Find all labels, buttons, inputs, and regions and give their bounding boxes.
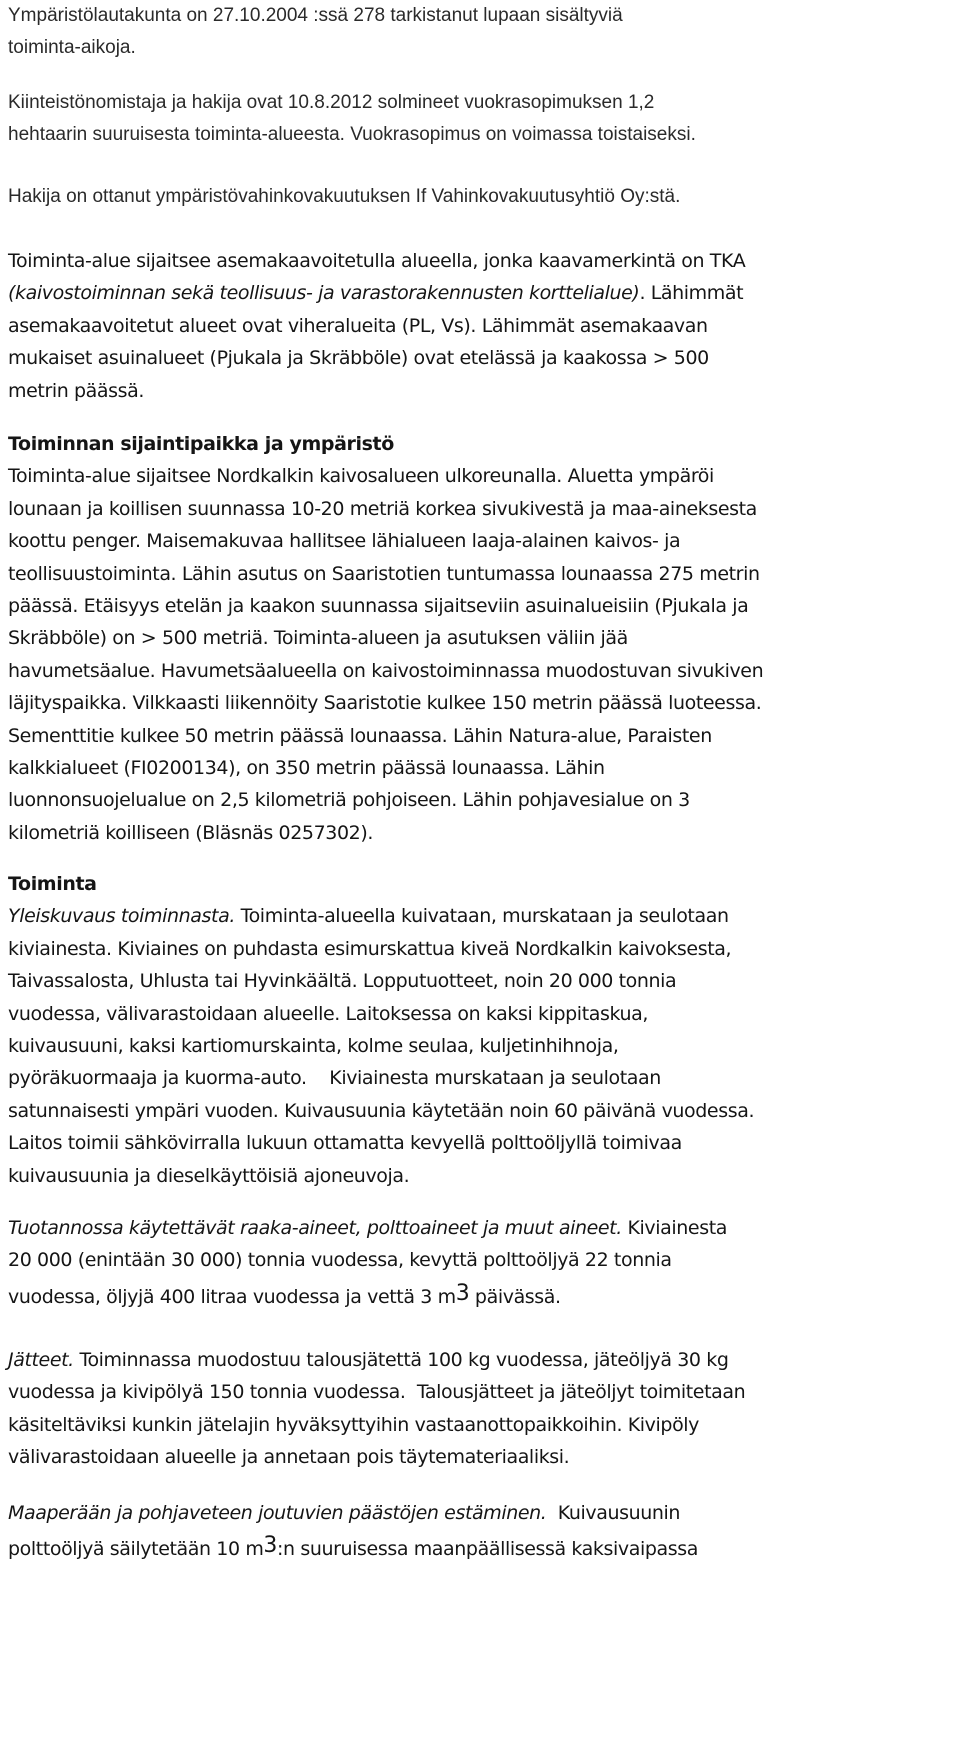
text-line: läjityspaikka. Vilkkaasti liikennöity Saaristotie kulkee 150 metrin päässä luoteessa.	[8, 692, 762, 715]
soil-protection-paragraph	[8, 1497, 960, 1569]
text-fragment: vuodessa, öljyjä 400 litraa vuodessa ja vettä 3 m	[8, 1285, 456, 1308]
text-line: 20 000 (enintään 30 000) tonnia vuodessa, kevyttä polttoöljyä 22 tonnia	[8, 1249, 672, 1272]
text-fragment: :n suuruisessa maanpäällisessä kaksivaipassa	[277, 1538, 698, 1561]
text-line: toiminta-aikoja.	[8, 37, 136, 58]
text-fragment: Toiminnassa muodostuu talousjätettä 100 kg vuodessa, jäteöljyä 30 kg	[73, 1349, 729, 1371]
subsection-label: Yleiskuvaus toiminnasta.	[8, 905, 235, 928]
text-line: kuivausuuni, kaksi kartiomurskainta, kolme seulaa, kuljetinhihnoja,	[8, 1034, 619, 1057]
text-line: kilometriä koilliseen (Bläsnäs 0257302).	[8, 821, 373, 844]
subsection-label: Tuotannossa käytettävät raaka-aineet, polttoaineet ja muut aineet.	[8, 1217, 622, 1239]
text-fragment: . Lähimmät	[639, 282, 744, 305]
text-line: hehtaarin suuruisesta toiminta-alueesta. Vuokrasopimus on voimassa toistaiseksi.	[8, 124, 696, 145]
text-line: Toiminta-alue sijaitsee Nordkalkin kaivosalueen ulkoreunalla. Aluetta ympäröi	[8, 465, 714, 488]
text-line: Laitos toimii sähkövirralla lukuun ottamatta kevyellä polttoöljyllä toimivaa	[8, 1132, 682, 1155]
text-line: satunnaisesti ympäri vuoden. Kuivausuunia käytetään noin 60 päivänä vuodessa.	[8, 1099, 755, 1122]
superscript: 3	[455, 1280, 470, 1306]
subsection-label: Maaperään ja pohjaveteen joutuvien päästöjen estäminen.	[8, 1502, 547, 1524]
text-line: Hakija on ottanut ympäristövahinkovakuutuksen If Vahinkovakuutusyhtiö Oy:stä.	[8, 186, 681, 207]
materials-paragraph	[8, 1212, 960, 1317]
lease-paragraph	[8, 87, 960, 151]
text-line: Skräbböle) on > 500 metriä. Toiminta-alueen ja asutuksen väliin jää	[8, 627, 628, 650]
text-fragment: päivässä.	[469, 1285, 561, 1308]
text-line: koottu penger. Maisemakuvaa hallitsee lähialueen laaja-alainen kaivos- ja	[8, 530, 681, 553]
text-fragment: Kuivausuunin	[546, 1502, 681, 1524]
text-line	[8, 1344, 960, 1376]
section-heading: Toiminta	[8, 873, 97, 895]
text-line: vuodessa, välivarastoidaan alueelle. Laitoksessa on kaksi kippitaskua,	[8, 1002, 649, 1025]
location-section	[8, 428, 960, 849]
text-line: pyöräkuormaaja ja kuorma-auto. Kiviainesta murskataan ja seulotaan	[8, 1067, 661, 1090]
text-line: Taivassalosta, Uhlusta tai Hyvinkäältä. Lopputuotteet, noin 20 000 tonnia	[8, 970, 677, 993]
text-line: metrin päässä.	[8, 379, 145, 402]
insurance-paragraph	[8, 181, 960, 213]
text-line: asemakaavoitetut alueet ovat viheralueita (PL, Vs). Lähimmät asemakaavan	[8, 314, 708, 337]
text-line: mukaiset asuinalueet (Pjukala ja Skräbböle) ovat etelässä ja kaakossa > 500	[8, 347, 709, 370]
superscript: 3	[263, 1533, 278, 1559]
text-line: havumetsäalue. Havumetsäalueella on kaivostoiminnassa muodostuvan sivukiven	[8, 659, 764, 682]
text-line	[8, 1497, 960, 1529]
subsection-label: Jätteet.	[8, 1349, 74, 1371]
text-line: kalkkialueet (FI0200134), on 350 metrin päässä lounaassa. Lähin	[8, 756, 605, 779]
intro-decision-paragraph	[8, 0, 960, 64]
text-line: Kiinteistönomistaja ja hakija ovat 10.8.2012 solmineet vuokrasopimuksen 1,2	[8, 92, 655, 113]
text-line: välivarastoidaan alueelle ja annetaan pois täytemateriaaliksi.	[8, 1446, 570, 1469]
text-line: Sementtitie kulkee 50 metrin päässä lounaassa. Lähin Natura-alue, Paraisten	[8, 724, 712, 747]
operation-section	[8, 868, 960, 1192]
text-line	[8, 1212, 960, 1244]
text-line: teollisuustoiminta. Lähin asutus on Saaristotien tuntumassa lounaassa 275 metrin	[8, 562, 760, 585]
text-line	[8, 1529, 960, 1569]
text-line	[8, 277, 960, 309]
text-fragment: Kiviainesta	[621, 1217, 728, 1239]
text-line: kiviainesta. Kiviaines on puhdasta esimurskattua kiveä Nordkalkin kaivoksesta,	[8, 937, 732, 960]
text-line: päässä. Etäisyys etelän ja kaakon suunnassa sijaitseviin asuinalueisiin (Pjukala ja	[8, 594, 749, 617]
text-line: Toiminta-alue sijaitsee asemakaavoitetulla alueella, jonka kaavamerkintä on TKA	[8, 250, 746, 272]
text-line: käsiteltäviksi kunkin jätelajin hyväksyttyihin vastaanottopaikkoihin. Kivipöly	[8, 1413, 700, 1436]
text-line	[8, 1277, 960, 1317]
text-line: lounaan ja koillisen suunnassa 10-20 metriä korkea sivukivestä ja maa-aineksesta	[8, 497, 757, 520]
text-line: luonnonsuojelualue on 2,5 kilometriä pohjoiseen. Lähin pohjavesialue on 3	[8, 789, 690, 812]
text-line	[8, 900, 960, 932]
zoning-paragraph	[8, 245, 960, 407]
text-fragment: polttoöljyä säilytetään 10 m	[8, 1538, 264, 1561]
text-fragment: Toiminta-alueella kuivataan, murskataan ja seulotaan	[234, 905, 729, 928]
section-heading: Toiminnan sijaintipaikka ja ympäristö	[8, 433, 394, 455]
text-line: Ympäristölautakunta on 27.10.2004 :ssä 278 tarkistanut lupaan sisältyviä	[8, 5, 623, 26]
text-line: kuivausuunia ja dieselkäyttöisiä ajoneuvoja.	[8, 1164, 410, 1187]
waste-paragraph	[8, 1344, 960, 1474]
zoning-designation-italic: (kaivostoiminnan sekä teollisuus- ja varastorakennusten korttelialue)	[8, 282, 640, 305]
text-line: vuodessa ja kivipölyä 150 tonnia vuodessa. Talousjätteet ja jäteöljyt toimitetaan	[8, 1381, 746, 1404]
